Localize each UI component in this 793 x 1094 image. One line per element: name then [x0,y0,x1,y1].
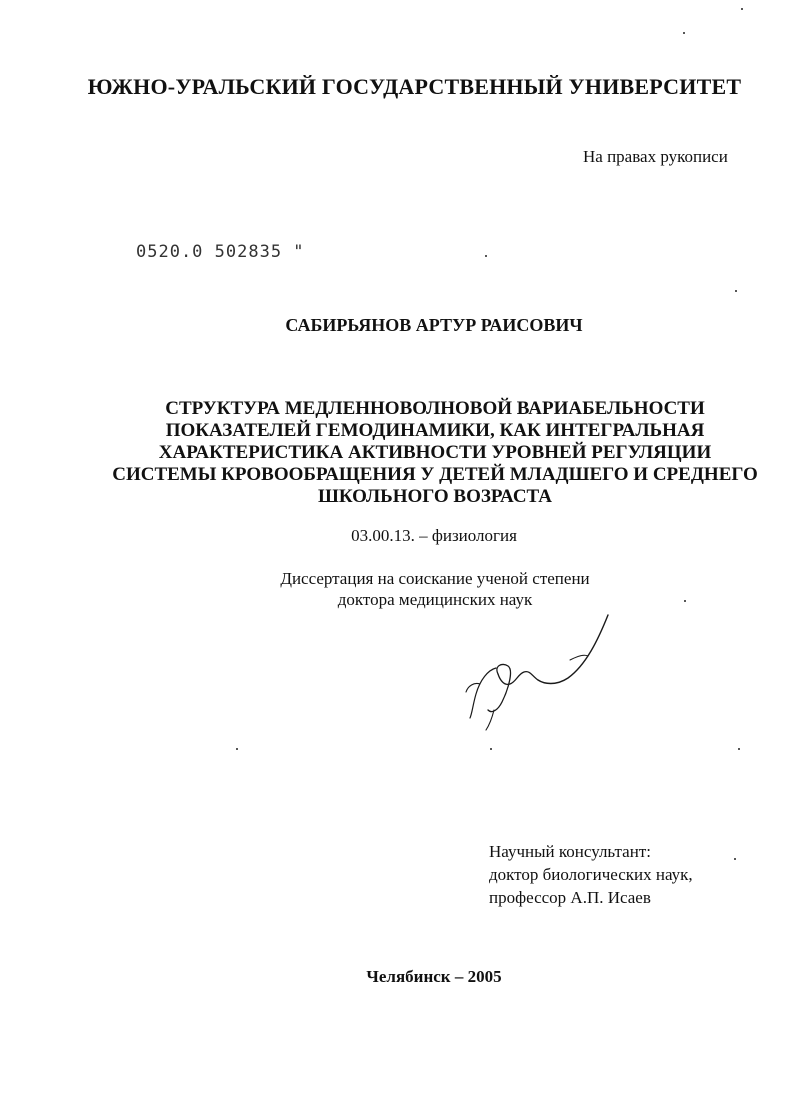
scientific-consultant [489,840,693,909]
scan-speck [236,748,238,750]
title-line: СИСТЕМЫ КРОВООБРАЩЕНИЯ У ДЕТЕЙ МЛАДШЕГО И СРЕДНЕГО [112,464,758,485]
degree-statement [200,568,670,610]
dissertation-title [100,398,770,508]
city-year: Челябинск – 2005 [366,967,502,986]
handwritten-signature-icon [458,610,618,740]
title-line: ХАРАКТЕРИСТИКА АКТИВНОСТИ УРОВНЕЙ РЕГУЛЯЦИИ [158,442,712,463]
scan-speck [490,748,492,750]
scan-speck [684,600,686,602]
scan-speck [741,8,743,10]
scan-speck [734,858,736,860]
scan-speck [738,748,740,750]
degree-line: доктора медицинских наук [337,590,533,609]
consultant-name: профессор А.П. Исаев [489,888,651,907]
university-name: ЮЖНО-УРАЛЬСКИЙ ГОСУДАРСТВЕННЫЙ УНИВЕРСИТЕТ [87,74,742,99]
consultant-degree: доктор биологических наук, [489,865,693,884]
author-name: САБИРЬЯНОВ АРТУР РАИСОВИЧ [285,315,583,335]
scan-speck [683,32,685,34]
scan-speck [735,290,737,292]
rights-note: На правах рукописи [583,147,728,166]
scan-speck [485,255,487,257]
consultant-label: Научный консультант: [489,842,651,861]
title-line: ПОКАЗАТЕЛЕЙ ГЕМОДИНАМИКИ, КАК ИНТЕГРАЛЬНАЯ [165,420,705,441]
catalog-number-stamp: 0520.0 502835 " [136,242,305,262]
degree-line: Диссертация на соискание ученой степени [280,569,590,588]
title-line: ШКОЛЬНОГО ВОЗРАСТА [317,486,553,507]
specialty-code: 03.00.13. – физиология [351,526,517,545]
title-line: СТРУКТУРА МЕДЛЕННОВОЛНОВОЙ ВАРИАБЕЛЬНОСТИ [165,398,705,419]
